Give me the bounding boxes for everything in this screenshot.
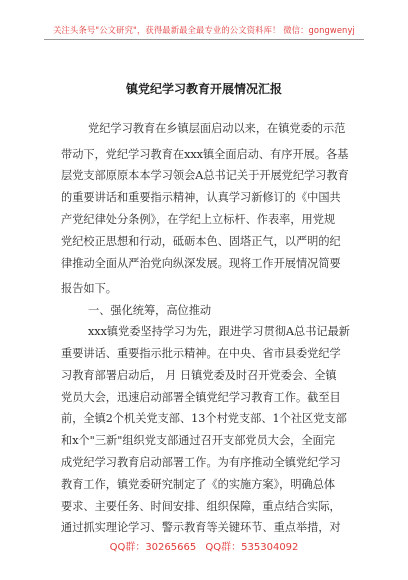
body-line: 通过抓实理论学习、警示教育等关键环节、重点举措，对	[61, 521, 341, 534]
body-line: xxx镇党委坚持学习为先，跟进学习贯彻A总书记最新	[88, 325, 350, 338]
body-line: 党纪学习教育在乡镇层面启动以来，在镇党委的示范	[88, 122, 346, 135]
body-line: 党纪校正思想和行动，砥砺本色、固塔正气，以严明的纪	[61, 235, 341, 248]
document-title: 镇党纪学习教育开展情况汇报	[125, 82, 282, 96]
body-line: 律推动全面从严治党向纵深发展。现将工作开展情况简要	[61, 257, 341, 270]
body-line: 成党纪学习教育启动部署工作。为有序推动全镇党纪学习	[61, 456, 341, 469]
body-line: 习教育部署启动后， 月 日镇党委及时召开党委会、全镇	[61, 369, 337, 382]
header-divider	[44, 39, 364, 40]
body-line: 的重要讲话和重要指示精神，认真学习新修订的《中国共	[61, 191, 341, 204]
body-line: 带动下，党纪学习教育在xxx镇全面启动、有序开展。各基	[61, 148, 349, 161]
body-line: 前，全镇2个机关党支部、13个村党支部、1个社区党支部	[61, 412, 347, 425]
body-line: 教育工作，镇党委研究制定了《的实施方案》，明确总体	[61, 478, 336, 491]
body-line: 重要讲话、重要指示批示精神。在中央、省市县委党纪学	[61, 347, 341, 360]
page-header	[0, 0, 408, 50]
body-line: 层党支部原原本本学习领会A总书记关于开展党纪学习教育	[61, 169, 349, 182]
header-promo-text: 关注头条号"公文研究"，获得最新最全最专业的公文资料库！ 微信：gongwenyj	[53, 26, 355, 36]
footer-qq-groups: QQ群：30265665 QQ群：535304092	[109, 542, 299, 553]
body-line: 和x个"三新"组织党支部通过召开支部党员大会，全面完	[61, 434, 335, 447]
body-line: 要求、主要任务、时间安排、组织保障，重点结合实际，	[61, 500, 341, 513]
body-line: 产党纪律处分条例》，在学纪上立标杆、作表率，用党规	[61, 213, 336, 226]
section-heading: 一、强化统筹，高位推动	[88, 304, 212, 317]
body-line: 报告如下。	[61, 282, 117, 295]
body-line: 党员大会，迅速启动部署全镇党纪学习教育工作。截至目	[61, 391, 341, 404]
